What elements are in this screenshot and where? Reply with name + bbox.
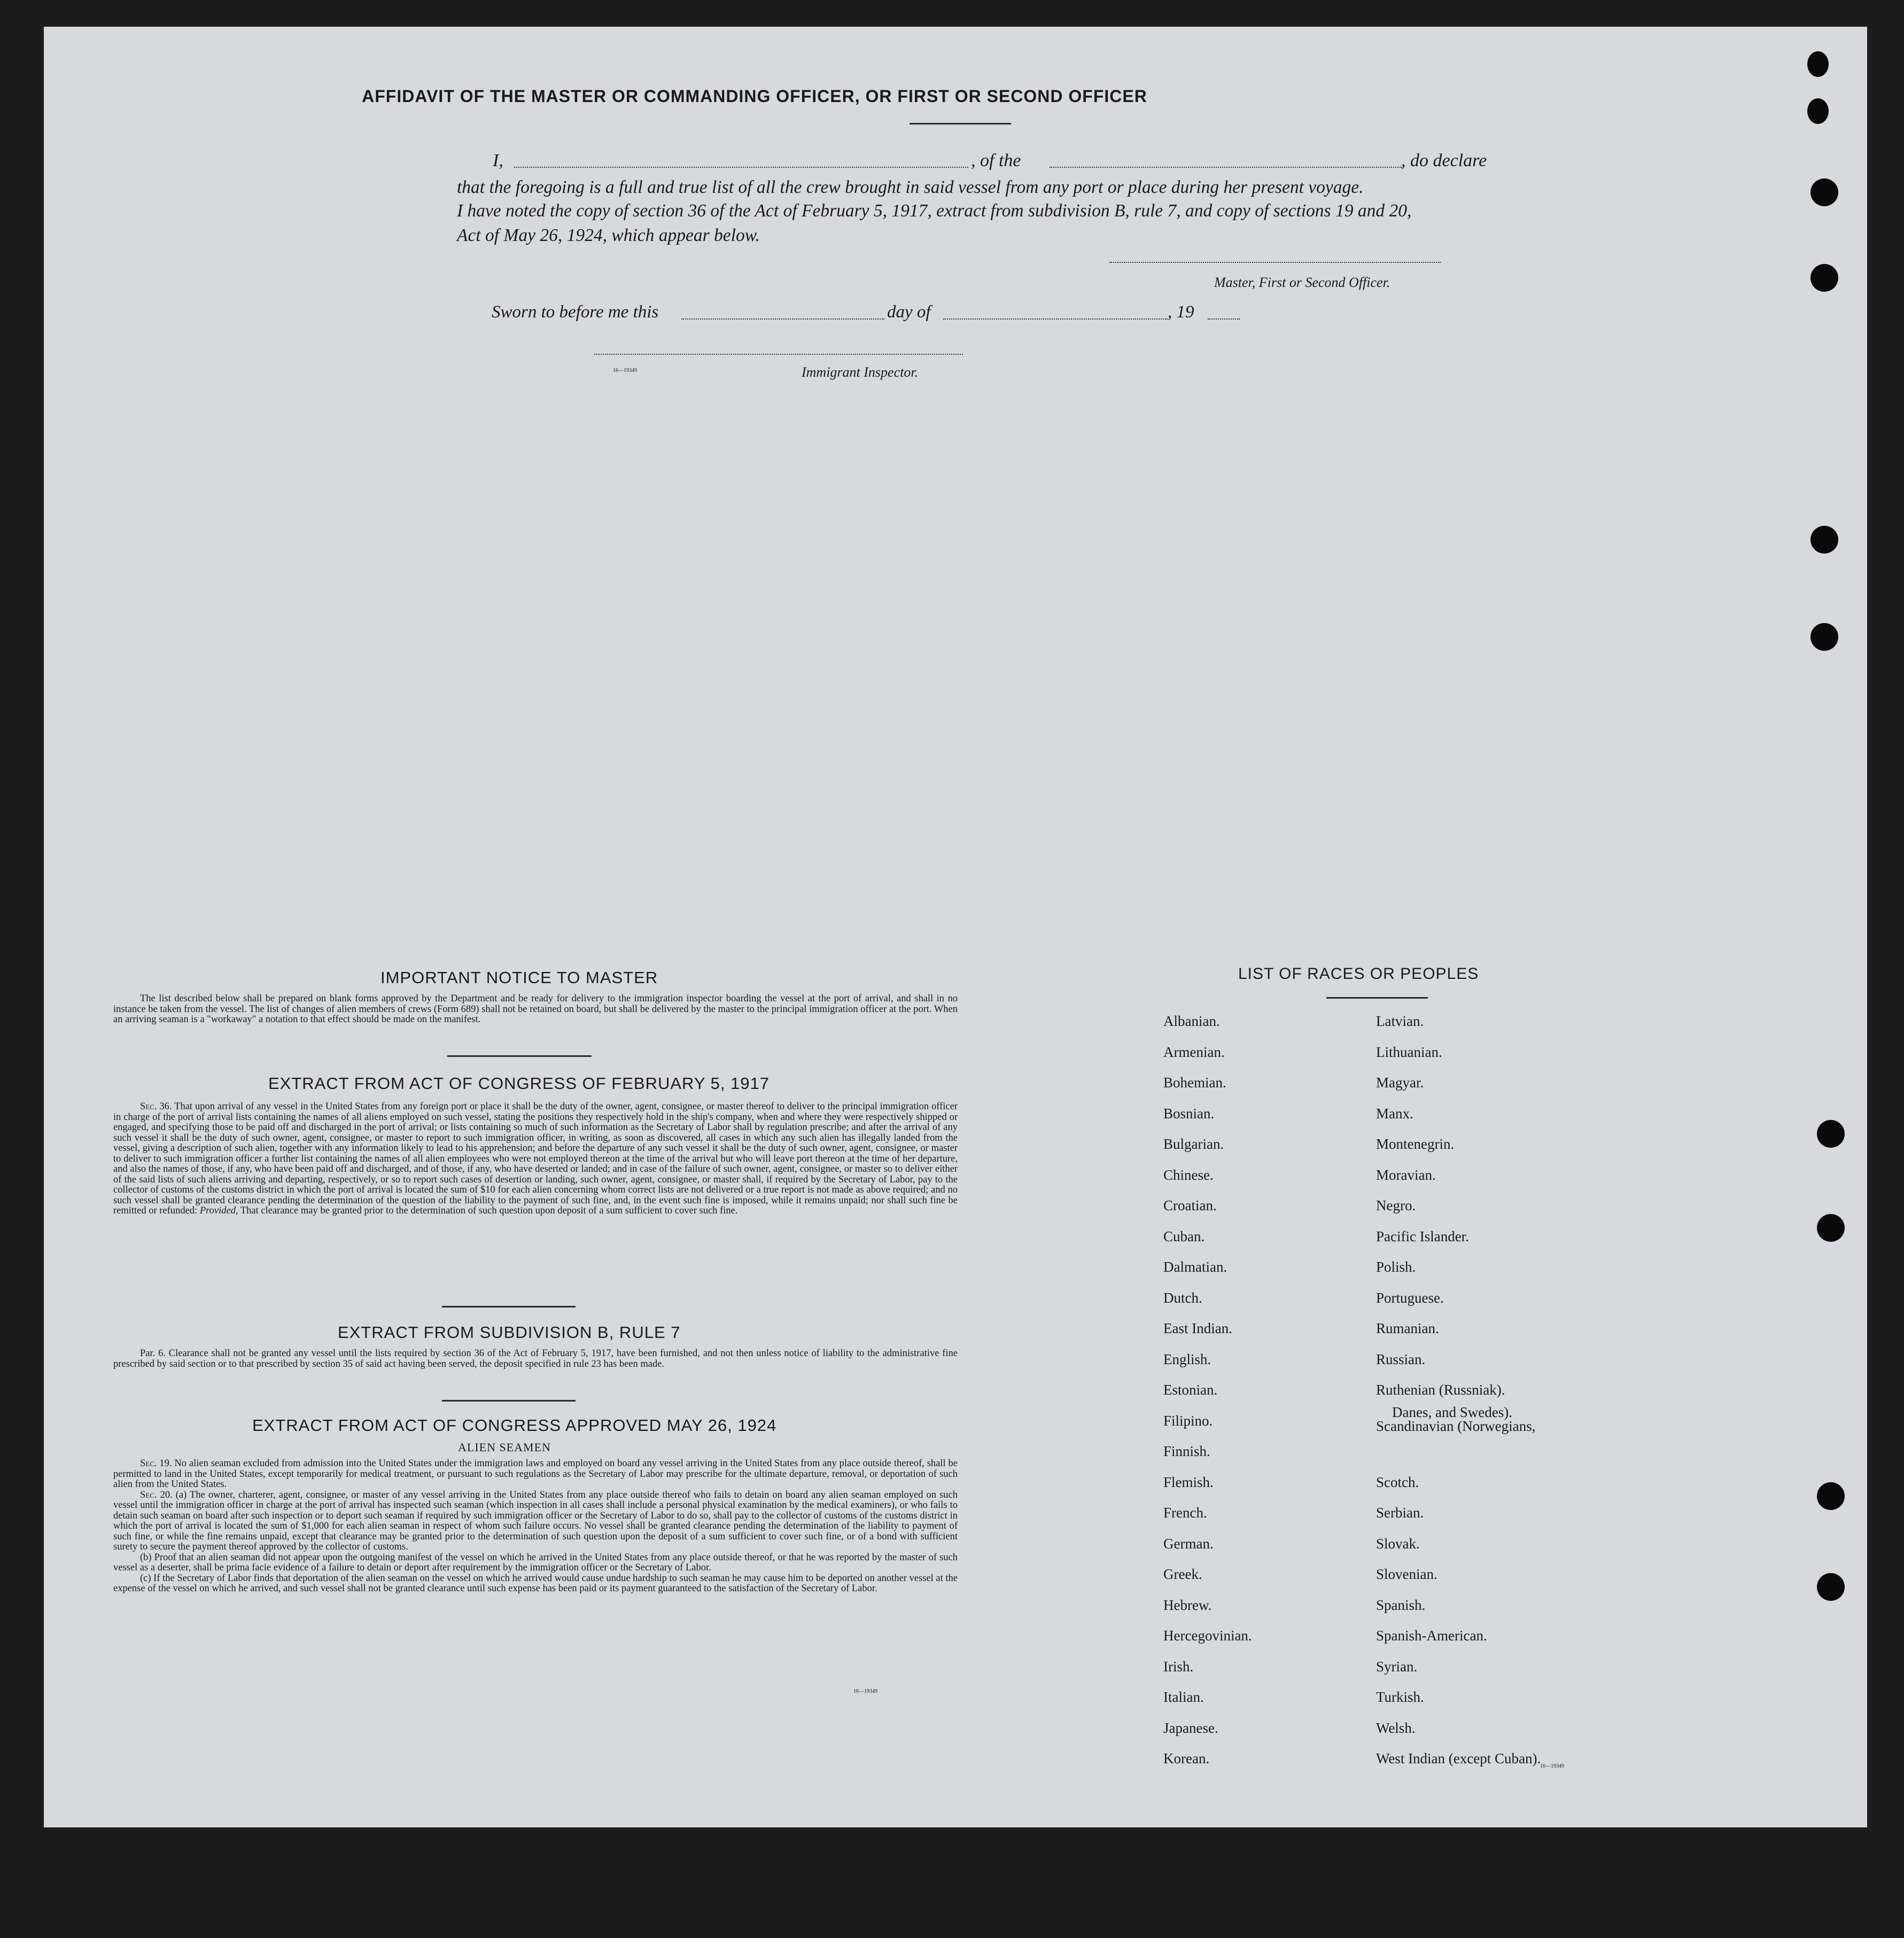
race-item: Montenegrin. — [1376, 1136, 1455, 1152]
sworn-year-prefix: , 19 — [1168, 302, 1194, 322]
race-item: Chinese. — [1163, 1166, 1214, 1183]
master-signature-line[interactable] — [1109, 262, 1441, 263]
race-item: Danes, and Swedes). — [1392, 1404, 1512, 1420]
race-item: Dalmatian. — [1163, 1259, 1227, 1275]
race-item: Hercegovinian. — [1163, 1628, 1252, 1644]
race-item: Cuban. — [1163, 1228, 1205, 1244]
race-item: Ruthenian (Russniak). — [1376, 1382, 1505, 1398]
race-item: Serbian. — [1376, 1505, 1424, 1521]
race-item: Estonian. — [1163, 1382, 1218, 1398]
race-item: Japanese. — [1163, 1719, 1218, 1736]
section-20a-body: (a) The owner, charterer, agent, consignee, or master of any vessel arriving in the United States from any place outside thereof who fails to detain on board any alien seaman employed on such vessel until the immigration officer in charge at the port of arrival has inspected such seaman (which inspection in all cases shall include a personal physical examination by the medical examiners), or who fails to detain such seaman on board after such inspection or to deport such seaman if required by such immigration officer or the Secretary of Labor to do so, shall pay to the collector of customs of the customs district in which the port of arrival is located the sum of $1,000 for each alien seaman in respect of whom such failure occurs. No vessel shall be granted clearance pending the determination of the liability to payment of such fine, or while the fine remains unpaid, except that clearance may be granted prior to the determination of such question upon the deposit of a sum sufficient to cover such fine, or of a bond with sufficient surety to secure the payment thereof approved by the collector of customs. — [113, 1489, 958, 1552]
binder-hole — [1817, 1120, 1845, 1148]
race-item: Finnish. — [1163, 1443, 1210, 1459]
sworn-prefix: Sworn to before me this — [492, 302, 659, 322]
race-item: Portuguese. — [1376, 1289, 1444, 1306]
race-item: Scandinavian (Norwegians, — [1376, 1418, 1536, 1434]
extract-1924-text — [113, 1459, 958, 1594]
extract-1924-title: EXTRACT FROM ACT OF CONGRESS APPROVED MAY 26, 1924 — [252, 1416, 777, 1435]
divider — [442, 1400, 576, 1402]
extract-1917-text — [113, 1102, 958, 1217]
race-item: Slovenian. — [1376, 1566, 1437, 1582]
race-item: Flemish. — [1163, 1474, 1214, 1490]
races-title: LIST OF RACES OR PEOPLES — [1238, 965, 1479, 983]
race-item: Negro. — [1376, 1197, 1416, 1213]
race-item: East Indian. — [1163, 1320, 1232, 1336]
race-item: Moravian. — [1376, 1166, 1436, 1183]
binder-hole — [1810, 178, 1838, 206]
declarant-prefix: I, — [493, 151, 503, 170]
race-item: Turkish. — [1376, 1689, 1424, 1705]
race-item: Bulgarian. — [1163, 1136, 1224, 1152]
binder-hole — [1817, 1573, 1845, 1601]
race-item: Manx. — [1376, 1105, 1413, 1122]
race-item: Albanian. — [1163, 1013, 1220, 1029]
race-item: Welsh. — [1376, 1719, 1416, 1736]
notice-title: IMPORTANT NOTICE TO MASTER — [380, 968, 658, 987]
race-item: Irish. — [1163, 1658, 1194, 1675]
subdivision-b-title: EXTRACT FROM SUBDIVISION B, RULE 7 — [338, 1323, 681, 1342]
race-item: German. — [1163, 1535, 1214, 1552]
race-item: Armenian. — [1163, 1044, 1225, 1060]
notice-text: The list described below shall be prepared on blank forms approved by the Department and be ready for delivery to the immigration inspector boarding the vessel at the port of arrival, and shall in no instance be taken from the vessel. The list of changes of alien members of crews (Form 689) shall not be retained on board, but shall be delivered by the master to the principal immigration officer at the port. When an arriving seaman is a "workaway" a notation to that effect should be made on the manifest. — [113, 993, 958, 1025]
sworn-day-field[interactable] — [681, 307, 884, 320]
race-item: West Indian (except Cuban). — [1376, 1750, 1541, 1766]
race-item: Pacific Islander. — [1376, 1228, 1469, 1244]
race-item: Spanish-American. — [1376, 1628, 1487, 1644]
section-36-body: That upon arrival of any vessel in the United States from any foreign port or place it shall be the duty of the owner, agent, consignee, or master thereof to deliver to the principal immigration officer in charge of the port of arrival lists containing the names of all aliens employed on such vessel, stating the positions they respectively hold in the ship's company, when and where they were respectively shipped or engaged, and specifying those to be paid off and discharged in the port of arrival; or lists containing so much of such information as the Secretary of Labor shall by regulation prescribe; and after the arrival of any such vessel it shall be the duty of such owner, agent, consignee, or master to report to such immigration officer, in writing, as soon as discovered, all cases in which any such alien has illegally landed from the vessel, giving a description of such alien, together with any information likely to lead to his apprehension; and before the departure of any such vessel it shall be the duty of such owner, agent, consignee, or master to deliver to such immigration officer a further list containing the names of all alien employees who were not employed thereon at the time of the arrival but who will leave port thereon at the time of her departure, and also the names of those, if any, who have been paid off and discharged, and of those, if any, who have deserted or landed; and in case of the failure of such owner, agent, consignee, or master so to deliver either of the said lists of such aliens arriving and departing, respectively, or so to report such cases of desertion or landing, such owner, agent, consignee, or master shall, if required by the Secretary of Labor, pay to the collector of customs of the customs district in which the port of arrival is located the sum of $10 for each alien concerning whom correct lists are not delivered or a true report is not made as above required; and no such vessel shall be granted clearance pending the determination of the question of the liability to the payment of such fine, and, in the event such fine is imposed, while it remains unpaid; nor shall such fine be remitted or refunded: — [113, 1101, 958, 1216]
race-item: Scotch. — [1376, 1474, 1419, 1490]
form-number: 16—19349 — [1540, 1763, 1564, 1769]
divider — [447, 1055, 592, 1057]
binder-hole — [1810, 623, 1838, 651]
affidavit-title: AFFIDAVIT OF THE MASTER OR COMMANDING OFFICER, OR FIRST OR SECOND OFFICER — [362, 87, 1147, 106]
section-20b: (b) Proof that an alien seaman did not appear upon the outgoing manifest of the vessel on which he arrived in the United States from any place outside thereof, or that he was reported by the master of such vessel as a deserter, shall be prima facie evidence of a failure to detain or deport after requirement by the immigration officer or the Secretary of Labor. — [113, 1552, 958, 1573]
declare-suffix: , do declare — [1401, 151, 1487, 170]
sworn-line — [492, 302, 1293, 324]
section-19-label: Sec. 19. — [140, 1458, 172, 1469]
binder-hole — [1817, 1214, 1845, 1242]
race-item: French. — [1163, 1505, 1207, 1521]
sworn-month-field[interactable] — [943, 307, 1168, 320]
section-36-label: Sec. 36. — [140, 1101, 172, 1112]
race-item: Croatian. — [1163, 1197, 1217, 1213]
race-item: Magyar. — [1376, 1075, 1424, 1091]
race-item: Italian. — [1163, 1689, 1204, 1705]
affidavit-line-1 — [493, 151, 1519, 172]
race-item: Dutch. — [1163, 1289, 1202, 1306]
form-number: 16—19349 — [853, 1688, 877, 1694]
race-item: Korean. — [1163, 1750, 1210, 1766]
race-item: Slovak. — [1376, 1535, 1420, 1552]
inspector-signature-line[interactable] — [594, 354, 963, 355]
form-sheet — [44, 27, 1867, 1827]
sworn-day-of: day of — [887, 302, 931, 322]
section-19 — [113, 1459, 958, 1490]
section-20a — [113, 1490, 958, 1553]
affidavit-line-4: Act of May 26, 1924, which appear below. — [457, 225, 760, 245]
race-item: Bohemian. — [1163, 1075, 1226, 1091]
master-signature-label: Master, First or Second Officer. — [1214, 275, 1390, 290]
provided-term: Provided, — [199, 1205, 238, 1216]
form-number: 16—19349 — [613, 368, 637, 373]
sworn-year-field[interactable] — [1208, 307, 1240, 320]
title-divider — [910, 123, 1011, 124]
inspector-label: Immigrant Inspector. — [802, 364, 919, 380]
race-item: Syrian. — [1376, 1658, 1418, 1675]
binder-hole — [1807, 98, 1829, 124]
binder-hole — [1817, 1482, 1845, 1510]
binder-hole — [1810, 526, 1838, 554]
divider — [1326, 997, 1428, 999]
divider — [442, 1306, 576, 1307]
race-item: English. — [1163, 1351, 1211, 1367]
section-20-label: Sec. 20. — [140, 1489, 173, 1500]
binder-hole — [1810, 264, 1838, 292]
binder-hole — [1807, 51, 1829, 77]
race-item: Russian. — [1376, 1351, 1426, 1367]
race-item: Hebrew. — [1163, 1597, 1212, 1613]
race-item: Filipino. — [1163, 1412, 1213, 1429]
race-item: Bosnian. — [1163, 1105, 1215, 1122]
section-19-body: No alien seaman excluded from admission into the United States under the immigration laws and employed on board any vessel arriving in the United States from any place outside thereof, shall be permitted to land in the United States, except temporarily for medical treatment, or pursuant to such regulations as the Secretary of Labor may prescribe for the ultimate departure, removal, or deportation of such alien from the United States. — [113, 1458, 958, 1490]
vessel-prefix: , of the — [971, 151, 1021, 170]
race-item: Rumanian. — [1376, 1320, 1439, 1336]
race-item: Lithuanian. — [1376, 1044, 1442, 1060]
alien-seamen-subtitle: ALIEN SEAMEN — [458, 1441, 551, 1454]
section-20c: (c) If the Secretary of Labor finds that deportation of the alien seaman on the vessel on which he arrived would cause undue hardship to such seaman he may cause him to be deported on another vessel at the expense of the vessel on which he arrived, and such vessel shall not be granted clearance until such expense has been paid or its payment guaranteed to the satisfaction of the Secretary of Labor. — [113, 1573, 958, 1594]
section-36-end: That clearance may be granted prior to the determination of such question upon deposit of a sum sufficient to cover such fine. — [240, 1205, 738, 1216]
race-item: Spanish. — [1376, 1597, 1426, 1613]
race-item: Latvian. — [1376, 1013, 1424, 1029]
affidavit-line-2: that the foregoing is a full and true list of all the crew brought in said vessel from any port or place during her present voyage. — [457, 177, 1364, 197]
extract-1917-title: EXTRACT FROM ACT OF CONGRESS OF FEBRUARY 5, 1917 — [268, 1074, 770, 1093]
race-item: Greek. — [1163, 1566, 1202, 1582]
subdivision-b-text: Par. 6. Clearance shall not be granted any vessel until the lists required by section 36 of the Act of February 5, 1917, have been furnished, and not then unless notice of liability to the administrative fine prescribed by said section or to that prescribed by section 35 of said act having been served, the deposit specified in rule 23 has been made. — [113, 1348, 958, 1369]
affidavit-line-3: I have noted the copy of section 36 of the Act of February 5, 1917, extract from subdivision B, rule 7, and copy of sections 19 and 20, — [457, 201, 1412, 221]
declarant-name-field[interactable] — [514, 155, 968, 168]
vessel-name-field[interactable] — [1050, 155, 1402, 168]
race-item: Polish. — [1376, 1259, 1416, 1275]
